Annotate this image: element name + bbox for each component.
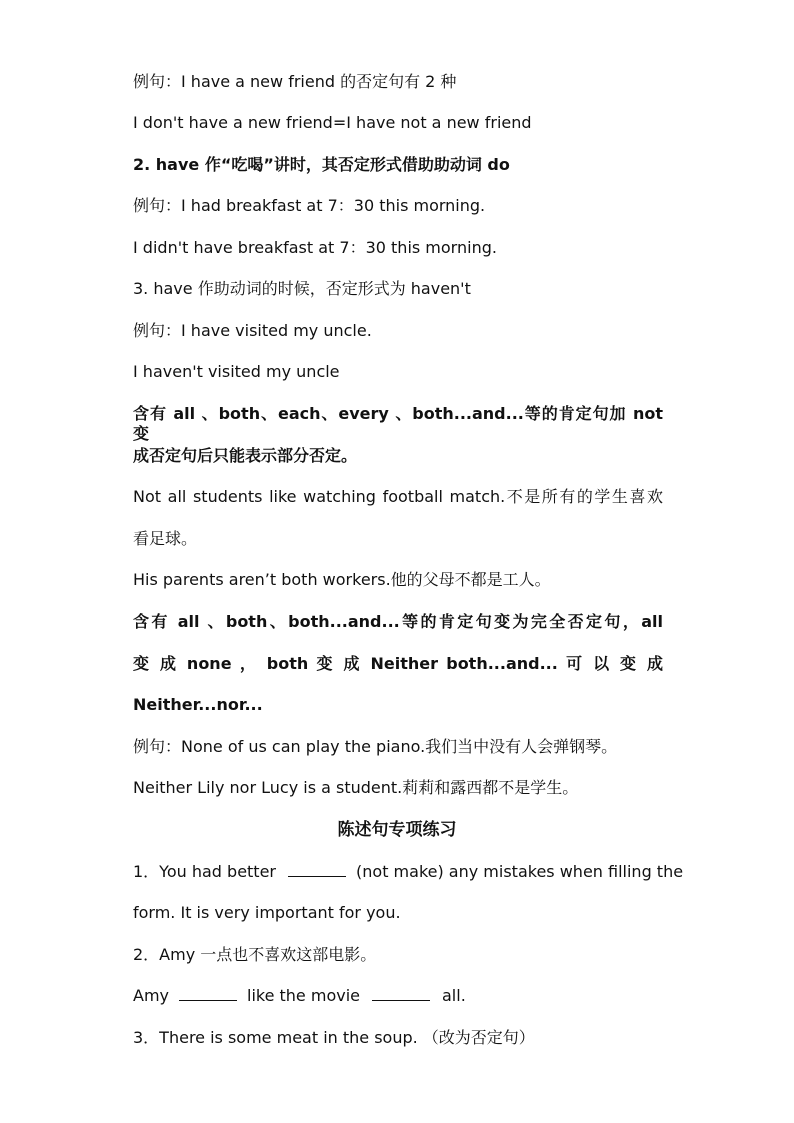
exercise-1-line2: form. It is very important for you. bbox=[133, 903, 401, 922]
example-have-negation: I don't have a new friend=I have not a new friend bbox=[133, 113, 532, 132]
exercise-1-suffix: (not make) any mistakes when filling the bbox=[356, 862, 684, 881]
rule-partial-negation-line1: 含有 all 、both、each、every 、both...and...等的肯定句加 not 变 bbox=[133, 404, 663, 443]
example-not-both: His parents aren’t both workers.他的父母不都是工人。 bbox=[133, 570, 551, 589]
example-had-breakfast: 例句：I had breakfast at 7：30 this morning. bbox=[133, 196, 486, 215]
exercise-2-blank-1[interactable] bbox=[179, 986, 237, 1001]
section-title: 陈述句专项练习 bbox=[337, 820, 457, 840]
rule-partial-negation-line2: 成否定句后只能表示部分否定。 bbox=[133, 446, 358, 465]
exercise-3-prompt: 3．There is some meat in the soup. （改为否定句） bbox=[133, 1028, 535, 1047]
example-not-all-line1: Not all students like watching football match.不是所有的学生喜欢 bbox=[133, 487, 663, 506]
rule-full-negation-line3: Neither...nor... bbox=[133, 695, 263, 714]
example-didnt-have-breakfast: I didn't have breakfast at 7：30 this morning. bbox=[133, 238, 497, 257]
rule-full-negation-line1: 含有 all 、both、both...and...等的肯定句变为完全否定句，all bbox=[133, 612, 663, 631]
exercise-1-blank[interactable] bbox=[288, 862, 346, 877]
exercise-2-answer-line bbox=[133, 986, 663, 1006]
exercise-1-line1 bbox=[133, 862, 684, 882]
exercise-2-end: all. bbox=[442, 986, 466, 1005]
example-havent-visited: I haven't visited my uncle bbox=[133, 362, 340, 381]
exercise-2-prompt: 2．Amy 一点也不喜欢这部电影。 bbox=[133, 945, 377, 964]
example-none-of-us: 例句：None of us can play the piano.我们当中没有人会弹钢琴。 bbox=[133, 737, 618, 756]
exercise-2-middle: like the movie bbox=[247, 986, 360, 1005]
rule-have-eat-drink: 2. have 作“吃喝”讲时，其否定形式借助助动词 do bbox=[133, 155, 510, 174]
exercise-2-subject: Amy bbox=[133, 986, 169, 1005]
exercise-2-blank-2[interactable] bbox=[372, 986, 430, 1001]
example-not-all-line2: 看足球。 bbox=[133, 529, 198, 548]
example-neither-nor: Neither Lily nor Lucy is a student.莉莉和露西都不是学生。 bbox=[133, 778, 579, 797]
example-have-intro: 例句：I have a new friend 的否定句有 2 种 bbox=[133, 72, 457, 91]
exercise-1-prefix: 1．You had better bbox=[133, 862, 277, 881]
example-have-visited: 例句：I have visited my uncle. bbox=[133, 321, 372, 340]
rule-full-negation-line2: 变 成 none ， both 变 成 Neither both...and... 可 以 变 成 bbox=[133, 654, 663, 673]
rule-have-auxiliary: 3. have 作助动词的时候，否定形式为 haven't bbox=[133, 279, 471, 298]
